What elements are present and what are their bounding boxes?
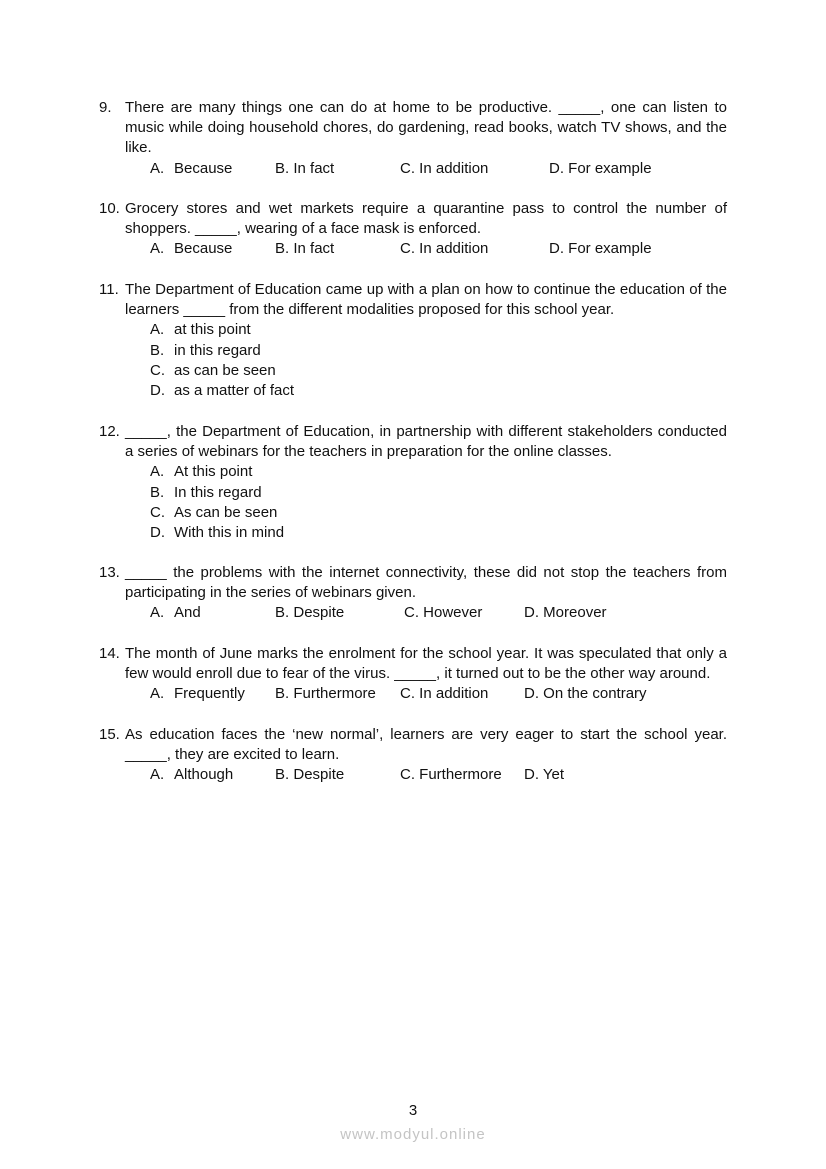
- question-stem: There are many things one can do at home to be productive. _____, one can listen to music while doing household chores, do gardening, read books, watch TV shows, and the like.: [125, 99, 727, 157]
- option-d: D. With this in mind: [150, 523, 285, 541]
- option-a: A. Frequently: [150, 685, 245, 703]
- watermark: www.modyul.online: [340, 1126, 486, 1143]
- question-number: 14.: [99, 645, 120, 662]
- option-b: B. Despite: [275, 604, 345, 622]
- question-14: [99, 644, 727, 705]
- question-stem: As education faces the ‘new normal’, learners are very eager to start the school year. _____, they are excited to learn.: [125, 726, 727, 764]
- question-13: [99, 563, 727, 624]
- question-12: [99, 422, 727, 543]
- option-a: A. at this point: [150, 321, 251, 339]
- question-number: 9.: [99, 99, 112, 116]
- option-d: D. On the contrary: [524, 685, 647, 703]
- question-stem: _____ the problems with the internet connectivity, these did not stop the teachers from participating in the series of webinars given.: [125, 564, 727, 602]
- question-9: [99, 98, 727, 179]
- question-11: [99, 280, 727, 401]
- page-number: 3: [408, 1102, 418, 1119]
- option-c: C. However: [404, 604, 483, 622]
- option-list: [150, 462, 727, 543]
- option-a: A. Because: [150, 240, 233, 258]
- option-row: [150, 765, 727, 785]
- option-a: A. Because: [150, 159, 233, 177]
- question-10: [99, 199, 727, 260]
- option-row: [150, 684, 727, 704]
- option-b: B. In fact: [275, 159, 335, 177]
- option-d: D. For example: [549, 240, 652, 258]
- option-c: C. as can be seen: [150, 361, 276, 379]
- option-b: B. in this regard: [150, 341, 261, 359]
- option-row: [150, 239, 727, 259]
- question-stem: The Department of Education came up with a plan on how to continue the education of the learners _____ from the different modalities proposed for this school year.: [125, 281, 727, 319]
- option-b: B. Furthermore: [275, 685, 376, 703]
- option-d: D. For example: [549, 159, 652, 177]
- option-c: C. In addition: [400, 685, 489, 703]
- question-number: 15.: [99, 726, 120, 743]
- option-b: B. In this regard: [150, 483, 262, 501]
- question-stem: Grocery stores and wet markets require a quarantine pass to control the number of shoppers. _____, wearing of a face mask is enforced.: [125, 200, 727, 238]
- question-number: 11.: [99, 281, 119, 298]
- option-a: A. Although: [150, 766, 234, 784]
- option-row: [150, 603, 727, 623]
- option-d: D. Yet: [524, 766, 565, 784]
- option-b: B. In fact: [275, 240, 335, 258]
- question-number: 12.: [99, 423, 120, 440]
- question-stem: The month of June marks the enrolment for the school year. It was speculated that only a few would enroll due to fear of the virus. _____, it turned out to be the other way around.: [125, 645, 727, 683]
- option-c: C. Furthermore: [400, 766, 502, 784]
- question-15: [99, 725, 727, 786]
- option-row: [150, 159, 727, 179]
- option-a: A. And: [150, 604, 201, 622]
- option-d: D. Moreover: [524, 604, 607, 622]
- option-b: B. Despite: [275, 766, 345, 784]
- option-c: C. In addition: [400, 159, 489, 177]
- question-number: 10.: [99, 200, 120, 217]
- option-list: [150, 320, 727, 401]
- option-d: D. as a matter of fact: [150, 381, 295, 399]
- option-c: C. As can be seen: [150, 503, 278, 521]
- option-c: C. In addition: [400, 240, 489, 258]
- question-number: 13.: [99, 564, 120, 581]
- question-stem: _____, the Department of Education, in partnership with different stakeholders conducted a series of webinars for the teachers in preparation for the online classes.: [125, 423, 727, 461]
- option-a: A. At this point: [150, 463, 253, 481]
